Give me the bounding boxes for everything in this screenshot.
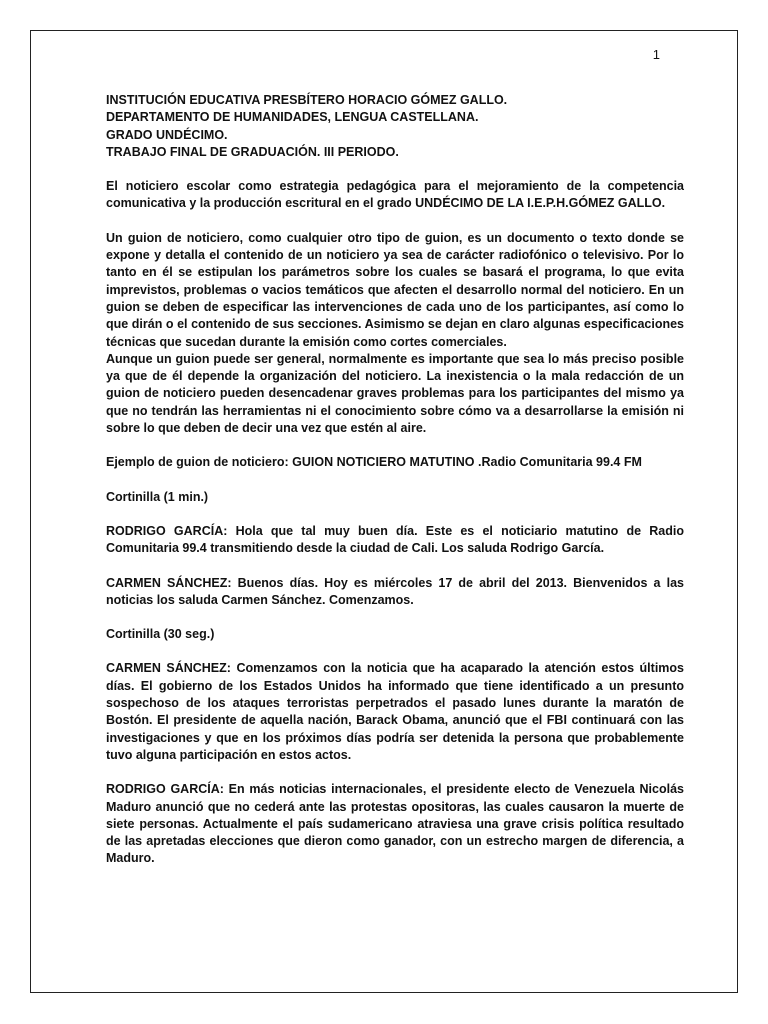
speech-text: Comenzamos con la noticia que ha acaparado la atención estos últimos días. El gobierno de los Estados Unidos ha informado que tiene identificado a un presunto sospechoso de los ataques terroristas perpetrados el pasado lunes durante la maratón de Bostón. El presidente de aquella nación, Barack Obama, anunció que el FBI continuará con las investigaciones y que en los próximos días podría ser detenida la persona que probablemente tuvo alguna participación en estos actos.: [106, 661, 684, 762]
script-line-carmen-1: [106, 575, 684, 610]
page-number: 1: [652, 47, 660, 62]
header-line-4: TRABAJO FINAL DE GRADUACIÓN. III PERIODO.: [106, 144, 399, 159]
cortinilla-2: Cortinilla (30 seg.): [106, 627, 215, 642]
speaker-label: RODRIGO GARCÍA:: [106, 782, 224, 797]
paragraph-2: Aunque un guion puede ser general, normalmente es importante que sea lo más preciso posible ya que de él depende la organización del noticiero. La inexistencia o la mala redacción de un guion de noticiero pueden desencadenar graves problemas para los participantes del mismo ya que no tendrán las herramientas ni el conocimiento sobre cómo va a desarrollarse la emisión ni sobre lo que deben de decir una vez que estén al aire.: [106, 351, 684, 436]
speech-text: En más noticias internacionales, el presidente electo de Venezuela Nicolás Maduro anunció que no cederá ante las protestas opositoras, las cuales causaron la muerte de siete personas. Actualmente el país sudamericano atraviesa una grave crisis política resultado de las apretadas elecciones que dieron como ganador, con un estrecho margen de diferencia, a Maduro.: [106, 782, 684, 866]
example-heading: Ejemplo de guion de noticiero: GUION NOTICIERO MATUTINO .Radio Comunitaria 99.4 FM: [106, 455, 642, 470]
institution-header: [106, 92, 684, 161]
document-body: [106, 92, 684, 868]
header-line-3: GRADO UNDÉCIMO.: [106, 127, 228, 142]
speaker-label: CARMEN SÁNCHEZ:: [106, 661, 231, 676]
intro-paragraph: El noticiero escolar como estrategia pedagógica para el mejoramiento de la competencia comunicativa y la producción escritural en el grado UNDÉCIMO DE LA I.E.P.H.GÓMEZ GALLO.: [106, 179, 684, 211]
paragraph-1: Un guion de noticiero, como cualquier otro tipo de guion, es un documento o texto donde se expone y detalla el contenido de un noticiero ya sea de carácter radiofónico o televisivo. Por lo tanto en él se estipulan los parámetros sobre los cuales se basará el programa, lo que evita imprevistos, problemas o vacios temáticos que afecten el desarrollo normal del noticiero. En un guion se deben de especificar las intervenciones de cada uno de los participantes, así como lo que dirán o el contenido de sus secciones. Asimismo se dejan en claro algunas especificaciones técnicas que sucedan durante la emisión como cortes comerciales.: [106, 230, 684, 349]
speech-text: Buenos días. Hoy es miércoles 17 de abril del 2013. Bienvenidos a las noticias los saluda Carmen Sánchez. Comenzamos.: [106, 575, 684, 607]
speaker-label: CARMEN SÁNCHEZ:: [106, 575, 232, 590]
script-line-rodrigo-1: [106, 523, 684, 558]
speaker-label: RODRIGO GARCÍA:: [106, 523, 228, 538]
header-line-2: DEPARTAMENTO DE HUMANIDADES, LENGUA CASTELLANA.: [106, 110, 479, 125]
header-line-1: INSTITUCIÓN EDUCATIVA PRESBÍTERO HORACIO GÓMEZ GALLO.: [106, 93, 508, 107]
script-line-carmen-2: [106, 660, 684, 764]
cortinilla-1: Cortinilla (1 min.): [106, 489, 209, 504]
speech-text: Hola que tal muy buen día. Este es el noticiario matutino de Radio Comunitaria 99.4 transmitiendo desde la ciudad de Cali. Los saluda Rodrigo García.: [106, 523, 684, 556]
script-line-rodrigo-2: [106, 781, 684, 867]
